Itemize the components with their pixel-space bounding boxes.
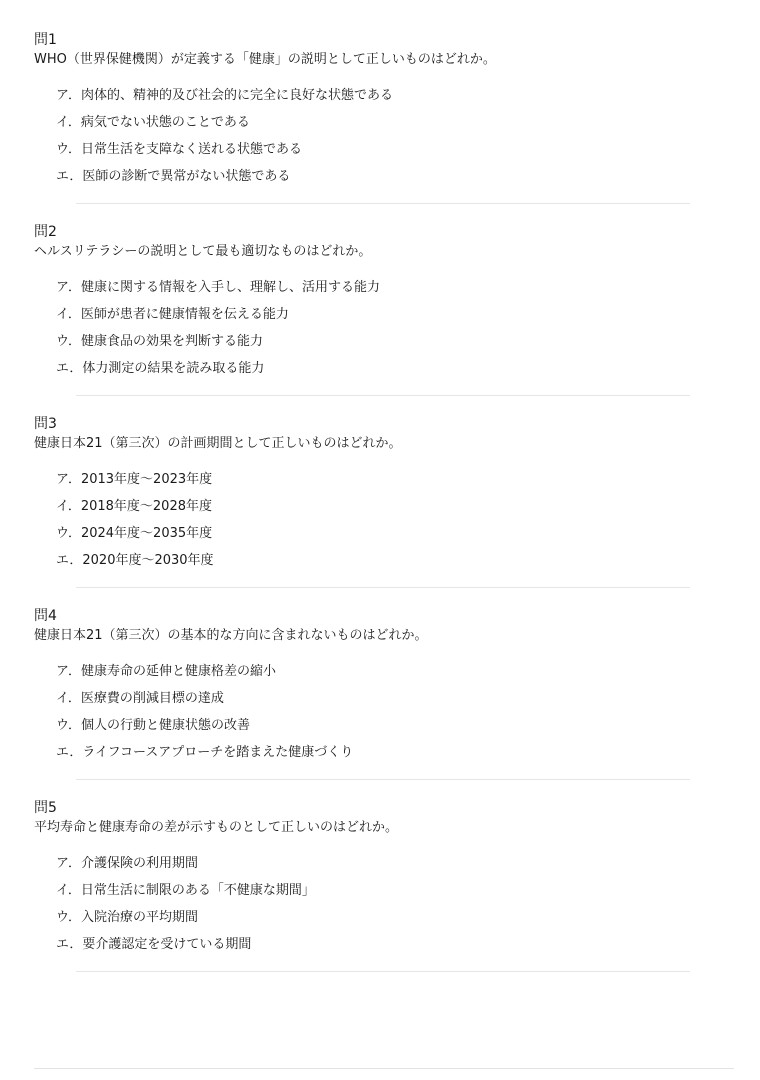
question-text: 健康日本21（第三次）の計画期間として正しいものはどれか。 bbox=[34, 436, 402, 451]
answer-option-e: エ．要介護認定を受けている期間 bbox=[56, 937, 252, 952]
question-5 bbox=[34, 798, 734, 972]
answer-options bbox=[34, 658, 734, 766]
answer-option-a: ア．2013年度〜2023年度 bbox=[56, 472, 213, 487]
answer-option-i: イ．2018年度〜2028年度 bbox=[56, 499, 212, 514]
question-divider bbox=[76, 971, 690, 972]
question-text: 平均寿命と健康寿命の差が示すものとして正しいのはどれか。 bbox=[34, 820, 399, 835]
question-text: 健康日本21（第三次）の基本的な方向に含まれないものはどれか。 bbox=[34, 628, 428, 643]
question-3 bbox=[34, 414, 734, 588]
answer-option-i: イ．病気でない状態のことである bbox=[56, 115, 250, 130]
answer-options bbox=[34, 850, 734, 958]
answer-option-a: ア．健康に関する情報を入手し、理解し、活用する能力 bbox=[56, 280, 380, 295]
question-4 bbox=[34, 606, 734, 780]
question-2 bbox=[34, 222, 734, 396]
question-divider bbox=[76, 587, 690, 588]
answer-option-e: エ．ライフコースアプローチを踏まえた健康づくり bbox=[56, 745, 354, 760]
page-bottom-divider bbox=[34, 1068, 734, 1069]
answer-option-e: エ．2020年度〜2030年度 bbox=[56, 553, 214, 568]
question-divider bbox=[76, 395, 690, 396]
answer-option-e: エ．体力測定の結果を読み取る能力 bbox=[56, 361, 265, 376]
answer-option-u: ウ．健康食品の効果を判断する能力 bbox=[56, 334, 263, 349]
answer-option-u: ウ．個人の行動と健康状態の改善 bbox=[56, 718, 250, 733]
question-number: 問3 bbox=[34, 416, 57, 432]
answer-option-i: イ．医療費の削減目標の達成 bbox=[56, 691, 224, 706]
answer-option-u: ウ．2024年度〜2035年度 bbox=[56, 526, 213, 541]
question-1 bbox=[34, 30, 734, 204]
answer-option-u: ウ．入院治療の平均期間 bbox=[56, 910, 198, 925]
answer-option-u: ウ．日常生活を支障なく送れる状態である bbox=[56, 142, 302, 157]
answer-option-e: エ．医師の診断で異常がない状態である bbox=[56, 169, 291, 184]
answer-options bbox=[34, 274, 734, 382]
answer-option-a: ア．健康寿命の延伸と健康格差の縮小 bbox=[56, 664, 276, 679]
answer-option-a: ア．肉体的、精神的及び社会的に完全に良好な状態である bbox=[56, 88, 393, 103]
question-divider bbox=[76, 779, 690, 780]
question-number: 問4 bbox=[34, 608, 57, 624]
answer-options bbox=[34, 82, 734, 190]
answer-option-i: イ．日常生活に制限のある「不健康な期間」 bbox=[56, 883, 315, 898]
question-number: 問2 bbox=[34, 224, 57, 240]
question-divider bbox=[76, 203, 690, 204]
question-number: 問5 bbox=[34, 800, 57, 816]
question-text: WHO（世界保健機関）が定義する「健康」の説明として正しいものはどれか。 bbox=[34, 52, 496, 67]
question-list bbox=[34, 30, 734, 990]
answer-option-a: ア．介護保険の利用期間 bbox=[56, 856, 198, 871]
question-text: ヘルスリテラシーの説明として最も適切なものはどれか。 bbox=[34, 244, 372, 259]
question-number: 問1 bbox=[34, 32, 57, 48]
answer-option-i: イ．医師が患者に健康情報を伝える能力 bbox=[56, 307, 289, 322]
answer-options bbox=[34, 466, 734, 574]
